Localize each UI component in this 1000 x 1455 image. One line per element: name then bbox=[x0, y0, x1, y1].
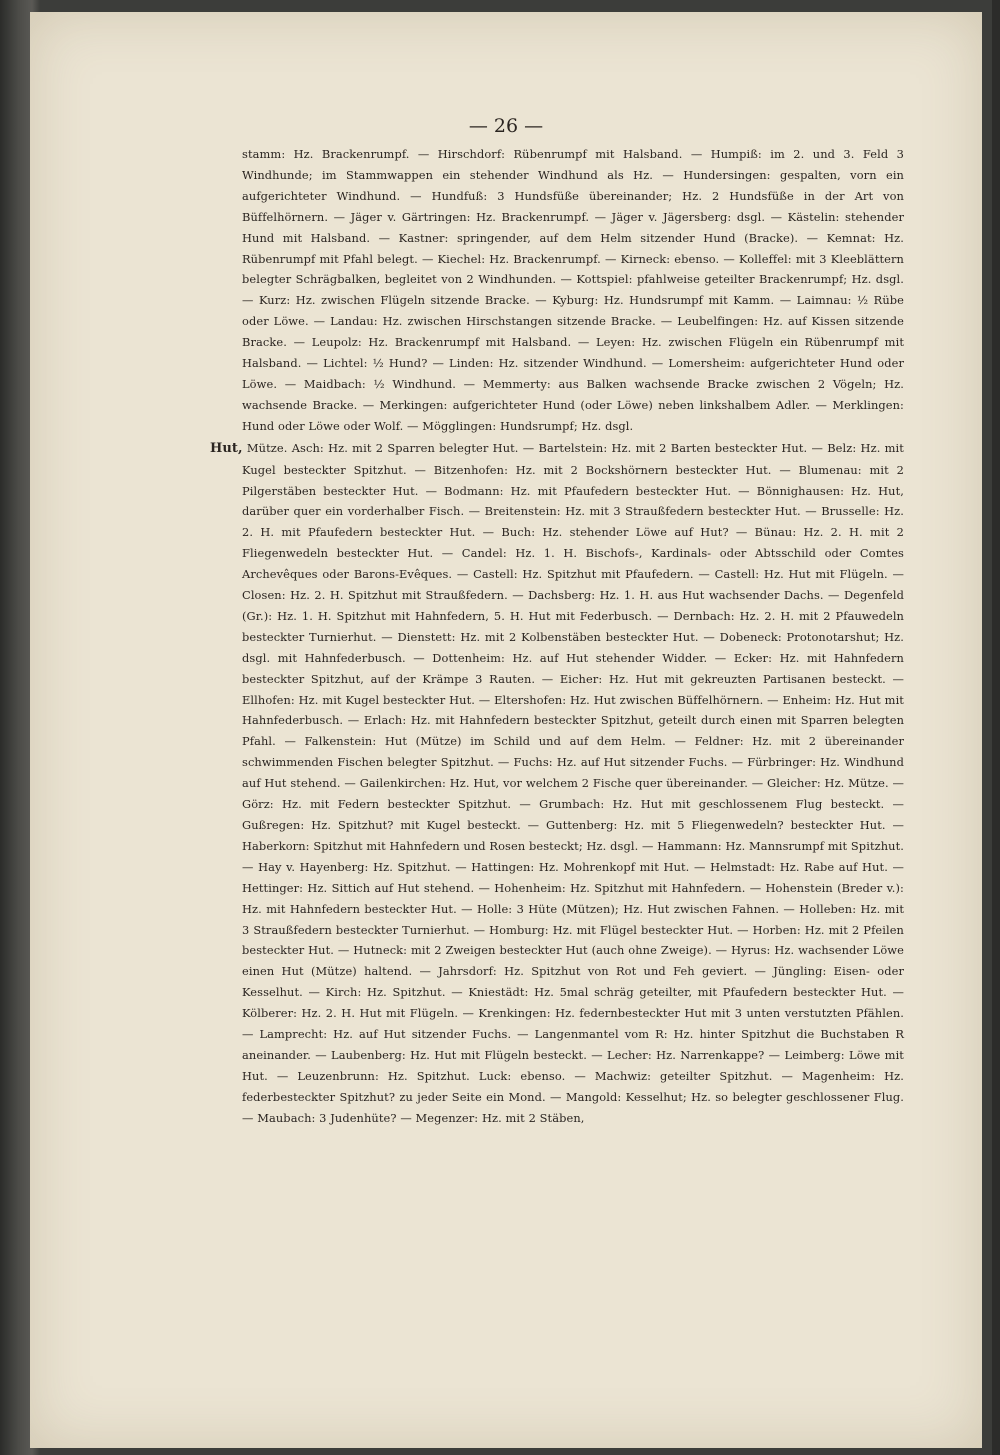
book-edge bbox=[992, 0, 1000, 1455]
paragraph-text: Mütze. Asch: Hz. mit 2 Sparren belegter Hut. — Bartelstein: Hz. mit 2 Barten besteckter Hut. — Belz: Hz. mit Kugel besteckter Spitzhut. — Bitzenhofen: Hz. mit 2 Bockshörnern besteckter Hut. — Blumenau: mit 2 Pilgerstäben besteckter Hut. — Bodmann: Hz. mit Pfaufedern besteckter Hut. — Bönnighausen: Hz. Hut, darüber quer ein vorderhalber Fisch. — Breitenstein: Hz. mit 3 Straußfedern besteckter Hut. — Brusselle: Hz. 2. H. mit Pfaufedern besteckter Hut. — Buch: Hz. stehender Löwe auf Hut? — Bünau: Hz. 2. H. mit 2 Fliegenwedeln besteckter Hut. — Candel: Hz. 1. H. Bischofs-, Kardinals- oder Abtsschild oder Comtes Archevêques oder Barons-Evêques. — Castell: Hz. Spitzhut mit Pfaufedern. — Castell: Hz. Hut mit Flügeln. — Closen: Hz. 2. H. Spitzhut mit Straußfedern. — Dachsberg: Hz. 1. H. aus Hut wachsender Dachs. — Degenfeld (Gr.): Hz. 1. H. Spitzhut mit Hahnfedern, 5. H. Hut mit Federbusch. — Dernbach: Hz. 2. H. mit 2 Pfauwedeln besteckter Turnierhut. — Dienstett: Hz. mit 2 Kolbenstäben besteckter Hut. — Dobeneck: Protonotarshut; Hz. dsgl. mit Hahnfederbusch. — Dottenheim: Hz. auf Hut stehender Widder. — Ecker: Hz. mit Hahnfedern besteckter Spitzhut, auf der Krämpe 3 Rauten. — Eicher: Hz. Hut mit gekreuzten Partisanen besteckt. — Ellhofen: Hz. mit Kugel besteckter Hut. — Eltershofen: Hz. Hut zwischen Büffelhörnern. — Enheim: Hz. Hut mit Hahnfederbusch. — Erlach: Hz. mit Hahnfedern besteckter Spitzhut, geteilt durch einen mit Sparren belegten Pfahl. — Falkenstein: Hut (Mütze) im Schild und auf dem Helm. — Feldner: Hz. mit 2 übereinander schwimmenden Fischen belegter Spitzhut. — Fuchs: Hz. auf Hut sitzender Fuchs. — Fürbringer: Hz. Windhund auf Hut stehend. — Gailenkirchen: Hz. Hut, vor welchem 2 Fische quer übereinander. — Gleicher: Hz. Mütze. — Görz: Hz. mit Federn besteckter Spitzhut. — Grumbach: Hz. Hut mit geschlossenem Flug besteckt. — Gußregen: Hz. Spitzhut? mit Kugel besteckt. — Guttenberg: Hz. mit 5 Fliegenwedeln? besteckter Hut. — Haberkorn: Spitzhut mit Hahnfedern und Rosen besteckt; Hz. dsgl. — Hammann: Hz. Mannsrumpf mit Spitzhut. — Hay v. Hayenberg: Hz. Spitzhut. — Hattingen: Hz. Mohrenkopf mit Hut. — Helmstadt: Hz. Rabe auf Hut. — Hettinger: Hz. Sittich auf Hut stehend. — Hohenheim: Hz. Spitzhut mit Hahnfedern. — Hohenstein (Breder v.): Hz. mit Hahnfedern besteckter Hut. — Holle: 3 Hüte (Mützen); Hz. Hut zwischen Fahnen. — Holleben: Hz. mit 3 Straußfedern besteckter Turnierhut. — Homburg: Hz. mit Flügel besteckter Hut. — Horben: Hz. mit 2 Pfeilen besteckter Hut. — Hutneck: mit 2 Zweigen besteckter Hut (auch ohne Zweige). — Hyrus: Hz. wachsender Löwe einen Hut (Mütze) haltend. — Jahrsdorf: Hz. Spitzhut von Rot und Feh geviert. — Jüngling: Eisen- oder Kesselhut. — Kirch: Hz. Spitzhut. — Kniestädt: Hz. 5mal schräg geteilter, mit Pfaufedern besteckter Hut. — Kölberer: Hz. 2. H. Hut mit Flügeln. — Krenkingen: Hz. federnbesteckter Hut mit 3 unten verstutzten Pfählen. — Lamprecht: Hz. auf Hut sitzender Fuchs. — Langenmantel vom R: Hz. hinter Spitzhut die Buchstaben R aneinander. — Laubenberg: Hz. Hut mit Flügeln besteckt. — Lecher: Hz. Narrenkappe? — Leimberg: Löwe mit Hut. — Leuzenbrunn: Hz. Spitzhut. Luck: ebenso. — Machwiz: geteilter Spitzhut. — Magenheim: Hz. federbesteckter Spitzhut? zu jeder Seite ein Mond. — Mangold: Kesselhut; Hz. so belegter geschlossener Flug. — Maubach: 3 Judenhüte? — Megenzer: Hz. mit 2 Stäben, bbox=[242, 440, 904, 1125]
paragraph-continuation bbox=[242, 144, 904, 437]
paragraph-hut-entry bbox=[210, 438, 904, 1129]
paragraph-text: stamm: Hz. Brackenrumpf. — Hirschdorf: Rübenrumpf mit Halsband. — Humpiß: im 2. und 3. Feld 3 Windhunde; im Stammwappen ein stehender Windhund als Hz. — Hundersingen: gespalten, vorn ein aufgerichteter Windhund. — Hundfuß: 3 Hundsfüße übereinander; Hz. 2 Hundsfüße in der Art von Büffelhörnern. — Jäger v. Gärtringen: Hz. Brackenrumpf. — Jäger v. Jägersberg: dsgl. — Kästelin: stehender Hund mit Halsband. — Kastner: springender, auf dem Helm sitzender Hund (Bracke). — Kemnat: Hz. Rübenrumpf mit Pfahl belegt. — Kiechel: Hz. Brackenrumpf. — Kirneck: ebenso. — Kolleffel: mit 3 Kleeblättern belegter Schrägbalken, begleitet von 2 Windhunden. — Kottspiel: pfahlweise geteilter Brackenrumpf; Hz. dsgl. — Kurz: Hz. zwischen Flügeln sitzende Bracke. — Kyburg: Hz. Hundsrumpf mit Kamm. — Laimnau: ½ Rübe oder Löwe. — Landau: Hz. zwischen Hirschstangen sitzende Bracke. — Leubelfingen: Hz. auf Kissen sitzende Bracke. — Leupolz: Hz. Brackenrumpf mit Halsband. — Leyen: Hz. zwischen Flügeln ein Rübenrumpf mit Halsband. — Lichtel: ½ Hund? — Linden: Hz. sitzender Windhund. — Lomersheim: aufgerichteter Hund oder Löwe. — Maidbach: ½ Windhund. — Memmerty: aus Balken wachsende Bracke zwischen 2 Vögeln; Hz. wachsende Bracke. — Merkingen: aufgerichteter Hund (oder Löwe) neben linkshalbem Adler. — Merklingen: Hund oder Löwe oder Wolf. — Mögglingen: Hundsrumpf; Hz. dsgl. bbox=[242, 147, 904, 433]
entry-headword: Hut, bbox=[210, 440, 243, 456]
body-text bbox=[210, 144, 904, 1129]
page-number: — 26 — bbox=[468, 115, 544, 137]
